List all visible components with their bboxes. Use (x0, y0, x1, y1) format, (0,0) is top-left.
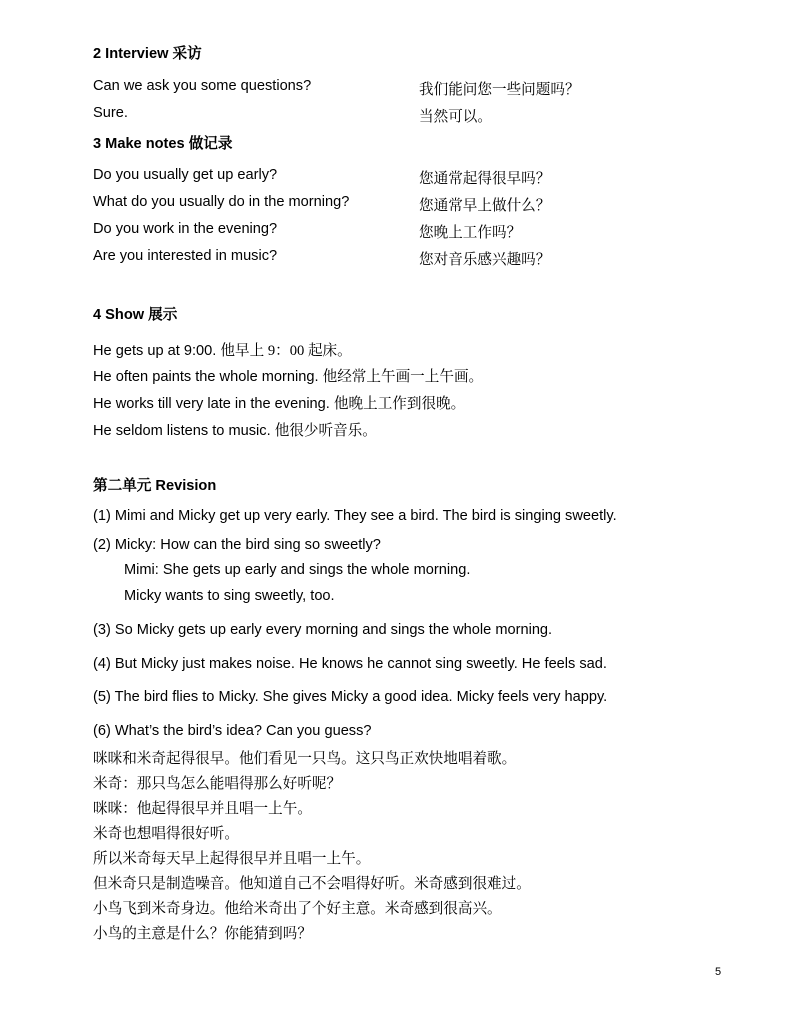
translation-line-5: 所以米奇每天早上起得很早并且唱一上午。 (93, 851, 371, 867)
translation-line-4: 米奇也想唱得很好听。 (93, 826, 239, 842)
section-3-row-3-english: Do you work in the evening? (93, 221, 278, 237)
section-2-row-1-english: Can we ask you some questions? (93, 78, 312, 94)
page-number: 5 (715, 966, 722, 978)
section-4-line-2 (93, 365, 483, 386)
section-4-line-2-english: He often paints the whole morning. (93, 369, 319, 385)
revision-heading: 第二单元 Revision (93, 478, 217, 494)
section-3-row-2-english: What do you usually do in the morning? (93, 194, 350, 210)
section-3-heading: 3 Make notes 做记录 (93, 136, 233, 152)
translation-line-1: 咪咪和米奇起得很早。他们看见一只鸟。这只鸟正欢快地唱着歌。 (93, 751, 517, 767)
translation-line-2: 米奇：那只鸟怎么能唱得那么好听呢？ (93, 776, 342, 792)
revision-item-2-line-3: Micky wants to sing sweetly, too. (124, 588, 335, 604)
revision-item-3: (3) So Micky gets up early every morning and sings the whole morning. (93, 622, 553, 638)
section-4-line-3-chinese: 他晚上工作到很晚。 (333, 396, 466, 412)
section-4-line-1-english: He gets up at 9:00. (93, 343, 217, 359)
section-4-line-1-chinese: 他早上 9：00 起床。 (220, 343, 352, 359)
section-3-row-4-english: Are you interested in music? (93, 248, 278, 264)
section-3-row-1-chinese: 您通常起得很早吗？ (419, 171, 551, 187)
translation-line-6: 但米奇只是制造噪音。他知道自己不会唱得好听。米奇感到很难过。 (93, 876, 531, 892)
section-4-line-4 (93, 419, 377, 440)
revision-item-4: (4) But Micky just makes noise. He knows he cannot sing sweetly. He feels sad. (93, 656, 607, 672)
revision-item-2: (2) Micky: How can the bird sing so sweetly? (93, 537, 381, 553)
section-4-line-4-chinese: 他很少听音乐。 (274, 423, 377, 439)
revision-item-6: (6) What’s the bird’s idea? Can you guess? (93, 723, 372, 739)
section-2-row-1-chinese: 我们能问您一些问题吗？ (419, 82, 580, 98)
section-3-row-4-chinese: 您对音乐感兴趣吗？ (419, 252, 551, 268)
revision-item-2-line-2: Mimi: She gets up early and sings the whole morning. (124, 562, 471, 578)
section-4-line-1 (93, 339, 352, 360)
section-2-heading: 2 Interview 采访 (93, 46, 202, 62)
translation-line-8: 小鸟的主意是什么？你能猜到吗？ (93, 926, 312, 942)
section-4-line-3-english: He works till very late in the evening. (93, 396, 330, 412)
section-4-line-3 (93, 392, 465, 413)
translation-line-7: 小鸟飞到米奇身边。他给米奇出了个好主意。米奇感到很高兴。 (93, 901, 502, 917)
section-2-row-2-english: Sure. (93, 105, 128, 121)
section-4-line-4-english: He seldom listens to music. (93, 423, 271, 439)
section-3-row-3-chinese: 您晚上工作吗？ (419, 225, 522, 241)
section-3-row-1-english: Do you usually get up early? (93, 167, 278, 183)
revision-item-5: (5) The bird flies to Micky. She gives Micky a good idea. Micky feels very happy. (93, 689, 608, 705)
section-4-heading: 4 Show 展示 (93, 307, 178, 323)
section-3-row-2-chinese: 您通常早上做什么？ (419, 198, 551, 214)
revision-item-1: (1) Mimi and Micky get up very early. They see a bird. The bird is singing sweetly. (93, 508, 617, 524)
translation-line-3: 咪咪：他起得很早并且唱一上午。 (93, 801, 312, 817)
section-2-row-2-chinese: 当然可以。 (419, 109, 492, 125)
section-4-line-2-chinese: 他经常上午画一上午画。 (322, 369, 484, 385)
